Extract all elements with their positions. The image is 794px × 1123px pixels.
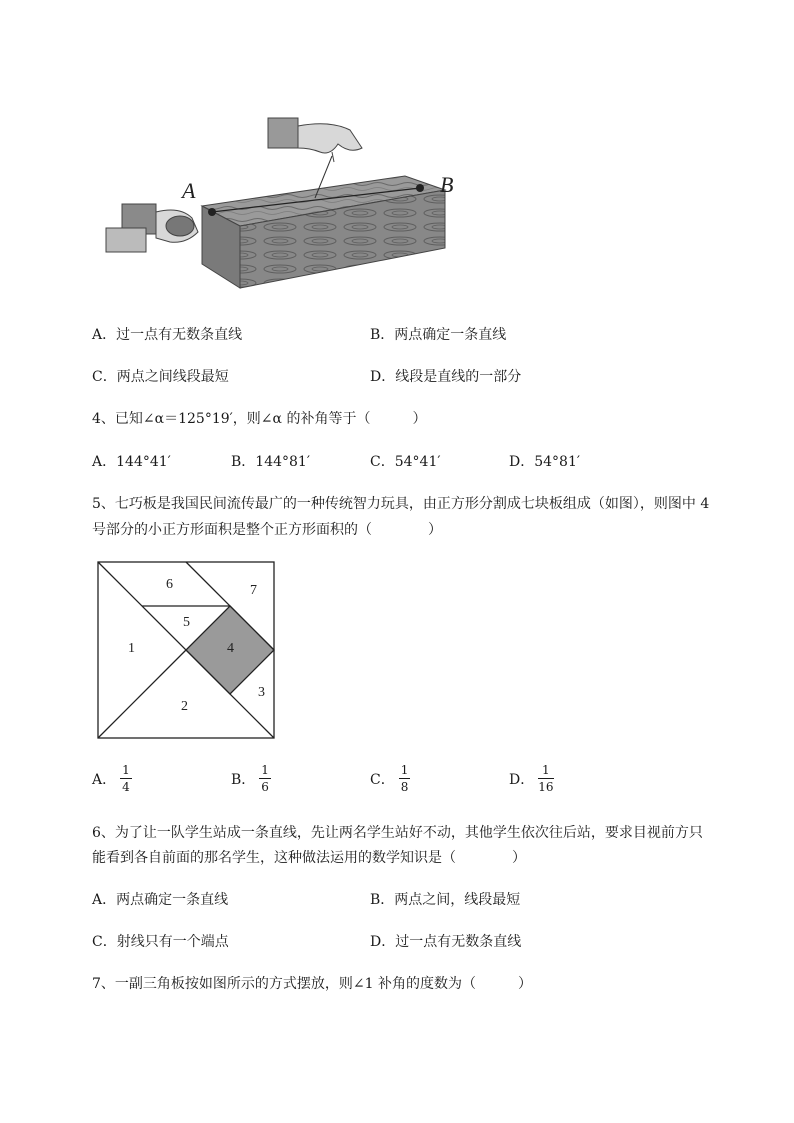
plank-string-illustration — [100, 108, 470, 298]
q4-option-d-letter: D． — [509, 454, 535, 470]
fraction-numerator: 1 — [261, 763, 269, 777]
q5-stem-line2: 号部分的小正方形面积是整个正方形面积的（ ） — [92, 522, 442, 538]
fraction-denominator: 4 — [122, 780, 130, 794]
fraction-numerator: 1 — [400, 763, 409, 777]
q4-option-d — [509, 451, 580, 471]
tangram-label-6: 6 — [166, 577, 173, 592]
tangram-label-7: 7 — [250, 583, 257, 598]
fraction-denominator: 8 — [400, 780, 409, 794]
point-b-label: B — [440, 172, 454, 197]
q5-option-a-fraction — [120, 764, 132, 793]
q5-option-b-letter: B． — [231, 771, 256, 788]
q4-option-a-text: 144°41′ — [116, 454, 171, 470]
upper-hand — [268, 118, 362, 162]
nail-a — [208, 208, 216, 216]
q3-option-a — [92, 324, 242, 344]
q6-option-b — [370, 889, 520, 909]
q5-option-b-fraction — [259, 764, 271, 793]
q3-option-c-letter: C． — [92, 369, 117, 385]
q5-option-d-fraction — [538, 764, 553, 793]
q4-option-b — [231, 451, 310, 471]
tangram-figure — [96, 560, 278, 740]
q6-option-b-text: 两点之间，线段最短 — [394, 892, 521, 908]
q7-stem: 7、一副三角板按如图所示的方式摆放，则∠1 补角的度数为（ ） — [92, 976, 532, 992]
q6-option-c-letter: C． — [92, 934, 117, 950]
q6-option-c-text: 射线只有一个端点 — [116, 934, 229, 950]
q3-option-b-text: 两点确定一条直线 — [394, 327, 507, 343]
q6-option-d — [370, 931, 521, 951]
q5-option-b — [231, 764, 271, 793]
q3-option-c — [92, 366, 229, 386]
q4-option-b-text: 144°81′ — [255, 454, 311, 470]
q3-option-b — [370, 324, 506, 344]
q3-option-a-letter: A． — [92, 327, 117, 343]
tangram-label-4: 4 — [227, 641, 234, 656]
q5-option-d-letter: D． — [509, 771, 535, 788]
nail-b — [416, 184, 424, 192]
q4-option-c — [370, 451, 441, 471]
q6-option-b-letter: B． — [370, 892, 395, 908]
q6-option-a-text: 两点确定一条直线 — [116, 892, 229, 908]
fraction-numerator: 1 — [122, 763, 130, 777]
q6-option-c — [92, 931, 229, 951]
fraction-denominator: 6 — [261, 780, 269, 794]
q6-option-d-letter: D． — [370, 934, 396, 950]
fraction-denominator: 16 — [538, 780, 554, 794]
q4-option-d-text: 54°81′ — [534, 454, 581, 470]
q3-option-c-text: 两点之间线段最短 — [116, 369, 229, 385]
q5-option-a — [92, 764, 132, 793]
q3-option-b-letter: B． — [370, 327, 395, 343]
q3-option-d-text: 线段是直线的一部分 — [395, 369, 522, 385]
q3-option-a-text: 过一点有无数条直线 — [116, 327, 243, 343]
fraction-numerator: 1 — [538, 764, 553, 779]
q5-option-c-fraction — [399, 764, 411, 793]
q5-option-d — [509, 764, 554, 793]
q4-option-b-letter: B． — [231, 454, 256, 470]
q3-option-d — [370, 366, 521, 386]
q5-option-a-letter: A． — [92, 771, 117, 788]
tangram-label-1: 1 — [128, 641, 135, 656]
q6-option-a — [92, 889, 228, 909]
q4-stem: 4、已知∠α＝125°19′，则∠α 的补角等于（ ） — [92, 411, 427, 427]
q4-option-a-letter: A． — [92, 454, 117, 470]
tangram-label-5: 5 — [183, 615, 190, 630]
q3-option-d-letter: D． — [370, 369, 396, 385]
q6-option-d-text: 过一点有无数条直线 — [395, 934, 522, 950]
q6-option-a-letter: A． — [92, 892, 117, 908]
q4-option-c-text: 54°41′ — [394, 454, 441, 470]
q4-option-c-letter: C． — [370, 454, 395, 470]
tangram-label-2: 2 — [181, 699, 188, 714]
q6-stem-line2: 能看到各自前面的那名学生，这种做法运用的数学知识是（ ） — [92, 850, 526, 866]
q5-option-c-letter: C． — [370, 771, 395, 788]
q5-option-c — [370, 764, 410, 793]
tangram-label-3: 3 — [258, 685, 265, 700]
q5-stem-line1: 5、七巧板是我国民间流传最广的一种传统智力玩具，由正方形分割成七块板组成（如图），则图中 4 — [92, 496, 710, 512]
q6-stem-line1: 6、为了让一队学生站成一条直线，先让两名学生站好不动，其他学生依次往后站，要求目视前方只 — [92, 825, 703, 841]
q4-option-a — [92, 451, 171, 471]
point-a-label: A — [182, 178, 196, 203]
lower-hand — [106, 204, 198, 252]
